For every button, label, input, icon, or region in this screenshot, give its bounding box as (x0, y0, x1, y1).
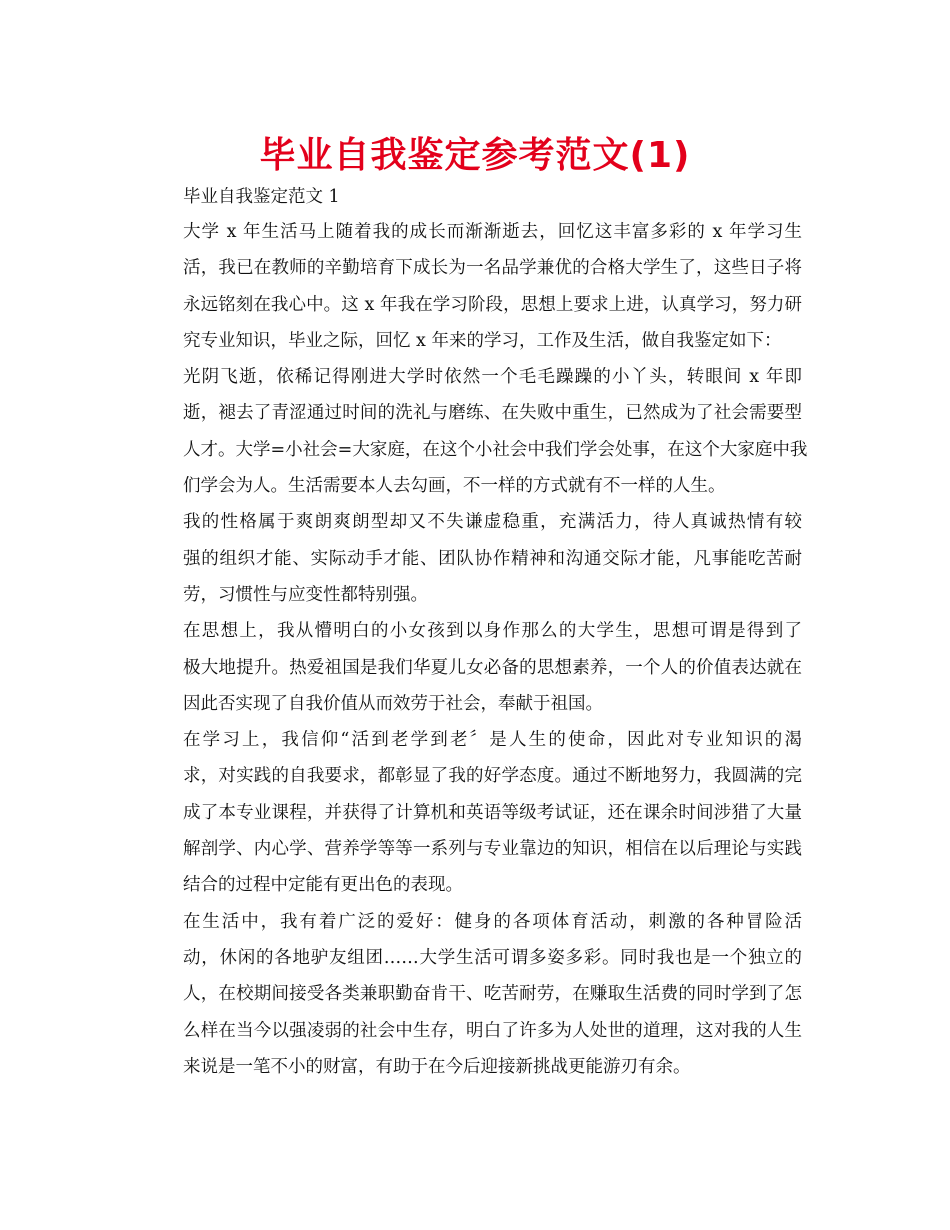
paragraph-3 (146, 504, 802, 613)
paragraph-line: 来说是一笔不小的财富，有助于在今后迎接新挑战更能游刃有余。 (183, 1056, 691, 1077)
paragraph-line: 我的性格属于爽朗爽朗型却又不失谦虚稳重，充满活力，待人真诚热情有较 (183, 512, 802, 533)
paragraph-line: 逝，褪去了青涩通过时间的洗礼与磨练、在失败中重生，已然成为了社会需要型 (183, 403, 802, 424)
paragraph-line: 么样在当今以强凌弱的社会中生存，明白了许多为人处世的道理，这对我的人生 (183, 1020, 802, 1041)
paragraph-line: 动，休闲的各地驴友组团……大学生活可谓多姿多彩。同时我也是一个独立的 (183, 947, 802, 968)
paragraph-line: 因此否实现了自我价值从而效劳于社会，奉献于祖国。 (183, 693, 603, 714)
paragraph-line: 人才。大学=小社会=大家庭，在这个小社会中我们学会处事，在这个大家庭中我 (183, 439, 808, 460)
paragraph-line: 结合的过程中定能有更出色的表现。 (183, 875, 463, 896)
paragraph-line: 人，在校期间接受各类兼职勤奋肯干、吃苦耐劳，在赚取生活费的同时学到了怎 (183, 984, 802, 1005)
paragraph-line: 求，对实践的自我要求，都彰显了我的好学态度。通过不断地努力，我圆满的完 (183, 766, 802, 787)
paragraph-line: 在学习上，我信仰“活到老学到老〞是人生的使命，因此对专业知识的渴 (183, 730, 802, 751)
paragraph-6 (146, 904, 802, 1085)
paragraph-line: 解剖学、内心学、营养学等等一系列与专业靠边的知识，相信在以后理论与实践 (183, 839, 802, 860)
paragraph-line: 成了本专业课程，并获得了计算机和英语等级考试证，还在课余时间涉猎了大量 (183, 802, 802, 823)
document-title: 毕业自我鉴定参考范文(1) (259, 135, 691, 176)
document-body (146, 180, 808, 1085)
paragraph-line: 究专业知识，毕业之际，回忆 x 年来的学习，工作及生活，做自我鉴定如下： (183, 330, 782, 351)
paragraph-line: 强的组织才能、实际动手才能、团队协作精神和沟通交际才能，凡事能吃苦耐 (183, 548, 802, 569)
paragraph-line: 在生活中，我有着广泛的爱好：健身的各项体育活动，刺激的各种冒险活 (183, 911, 802, 932)
paragraph-4 (146, 613, 802, 722)
paragraph-line: 劳，习惯性与应变性都特别强。 (183, 584, 428, 605)
paragraph-5 (146, 722, 802, 903)
paragraph-line: 极大地提升。热爱祖国是我们华夏儿女必备的思想素养，一个人的价值表达就在 (183, 657, 802, 678)
paragraph-line: 光阴飞逝，依稀记得刚进大学时依然一个毛毛躁躁的小丫头，转眼间 x 年即 (183, 367, 802, 388)
paragraph-line: 在思想上，我从懵明白的小女孩到以身作那么的大学生，思想可谓是得到了 (183, 621, 802, 642)
paragraph-1 (146, 214, 802, 359)
paragraph-line: 永远铭刻在我心中。这 x 年我在学习阶段，思想上要求上进，认真学习，努力研 (183, 294, 802, 315)
document-subtitle: 毕业自我鉴定范文 1 (183, 187, 340, 207)
paragraph-line: 们学会为人。生活需要本人去勾画，不一样的方式就有不一样的人生。 (183, 476, 726, 497)
paragraph-2 (146, 359, 808, 504)
paragraph-line: 活，我已在教师的辛勤培育下成长为一名品学兼优的合格大学生了，这些日子将 (183, 258, 802, 279)
paragraph-line: 大学 x 年生活马上随着我的成长而渐渐逝去，回忆这丰富多彩的 x 年学习生 (183, 222, 802, 242)
